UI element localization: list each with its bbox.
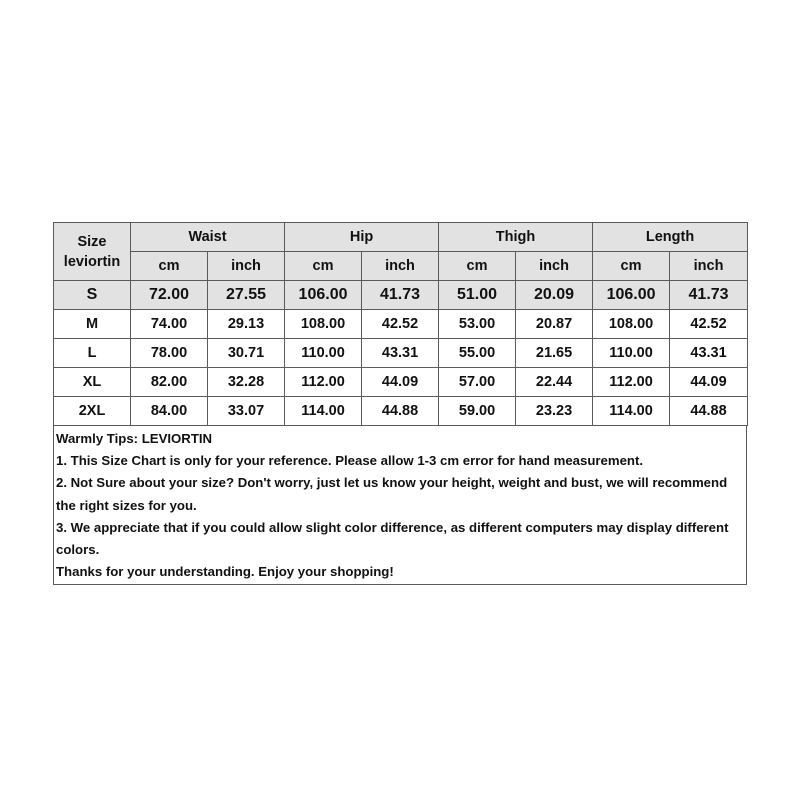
value-cell: 55.00 [439,339,516,368]
value-cell: 43.31 [362,339,439,368]
value-cell: 22.44 [516,368,593,397]
size-cell: XL [54,368,131,397]
table-row [54,339,748,368]
table-row [54,281,748,310]
value-cell: 78.00 [131,339,208,368]
header-row-units [54,252,748,281]
table-body [54,281,748,426]
tips-section [53,426,747,585]
value-cell: 108.00 [593,310,670,339]
unit-cm-header: cm [285,252,362,281]
table-row [54,368,748,397]
value-cell: 32.28 [208,368,285,397]
value-cell: 108.00 [285,310,362,339]
size-header-line1: Size [77,233,107,250]
unit-inch-header: inch [208,252,285,281]
value-cell: 82.00 [131,368,208,397]
value-cell: 21.65 [516,339,593,368]
unit-inch-header: inch [362,252,439,281]
value-cell: 42.52 [362,310,439,339]
size-header-line2: leviortin [63,253,121,270]
size-cell: S [54,281,131,310]
value-cell: 112.00 [285,368,362,397]
value-cell: 29.13 [208,310,285,339]
value-cell: 74.00 [131,310,208,339]
value-cell: 33.07 [208,397,285,426]
unit-cm-header: cm [439,252,516,281]
size-table [53,222,748,426]
value-cell: 51.00 [439,281,516,310]
value-cell: 110.00 [593,339,670,368]
value-cell: 44.88 [670,397,748,426]
size-column-header [54,223,131,281]
value-cell: 44.09 [362,368,439,397]
value-cell: 84.00 [131,397,208,426]
unit-inch-header: inch [516,252,593,281]
unit-inch-header: inch [670,252,748,281]
header-row-groups [54,223,748,252]
value-cell: 30.71 [208,339,285,368]
value-cell: 106.00 [285,281,362,310]
value-cell: 106.00 [593,281,670,310]
length-header: Length [593,223,748,252]
value-cell: 112.00 [593,368,670,397]
value-cell: 72.00 [131,281,208,310]
value-cell: 53.00 [439,310,516,339]
unit-cm-header: cm [593,252,670,281]
value-cell: 43.31 [670,339,748,368]
value-cell: 44.88 [362,397,439,426]
value-cell: 59.00 [439,397,516,426]
value-cell: 44.09 [670,368,748,397]
table-row [54,397,748,426]
value-cell: 20.09 [516,281,593,310]
value-cell: 114.00 [593,397,670,426]
waist-header: Waist [131,223,285,252]
size-cell: M [54,310,131,339]
value-cell: 41.73 [670,281,748,310]
value-cell: 41.73 [362,281,439,310]
value-cell: 42.52 [670,310,748,339]
size-chart [53,222,747,585]
size-cell: L [54,339,131,368]
thigh-header: Thigh [439,223,593,252]
table-row [54,310,748,339]
tips-title: Warmly Tips: LEVIORTIN [56,431,213,446]
tips-closing: Thanks for your understanding. Enjoy your shopping! [56,564,394,580]
hip-header: Hip [285,223,439,252]
tip-item-3: 3. We appreciate that if you could allow slight color difference, as different computers may display different colors. [56,519,729,558]
tip-item-1: 1. This Size Chart is only for your reference. Please allow 1-3 cm error for hand measurement. [56,453,644,469]
value-cell: 114.00 [285,397,362,426]
value-cell: 27.55 [208,281,285,310]
value-cell: 20.87 [516,310,593,339]
unit-cm-header: cm [131,252,208,281]
value-cell: 23.23 [516,397,593,426]
value-cell: 57.00 [439,368,516,397]
value-cell: 110.00 [285,339,362,368]
tip-item-2: 2. Not Sure about your size? Don't worry, just let us know your height, weight and bust, we will recommend the right sizes for you. [56,475,728,513]
size-cell: 2XL [54,397,131,426]
